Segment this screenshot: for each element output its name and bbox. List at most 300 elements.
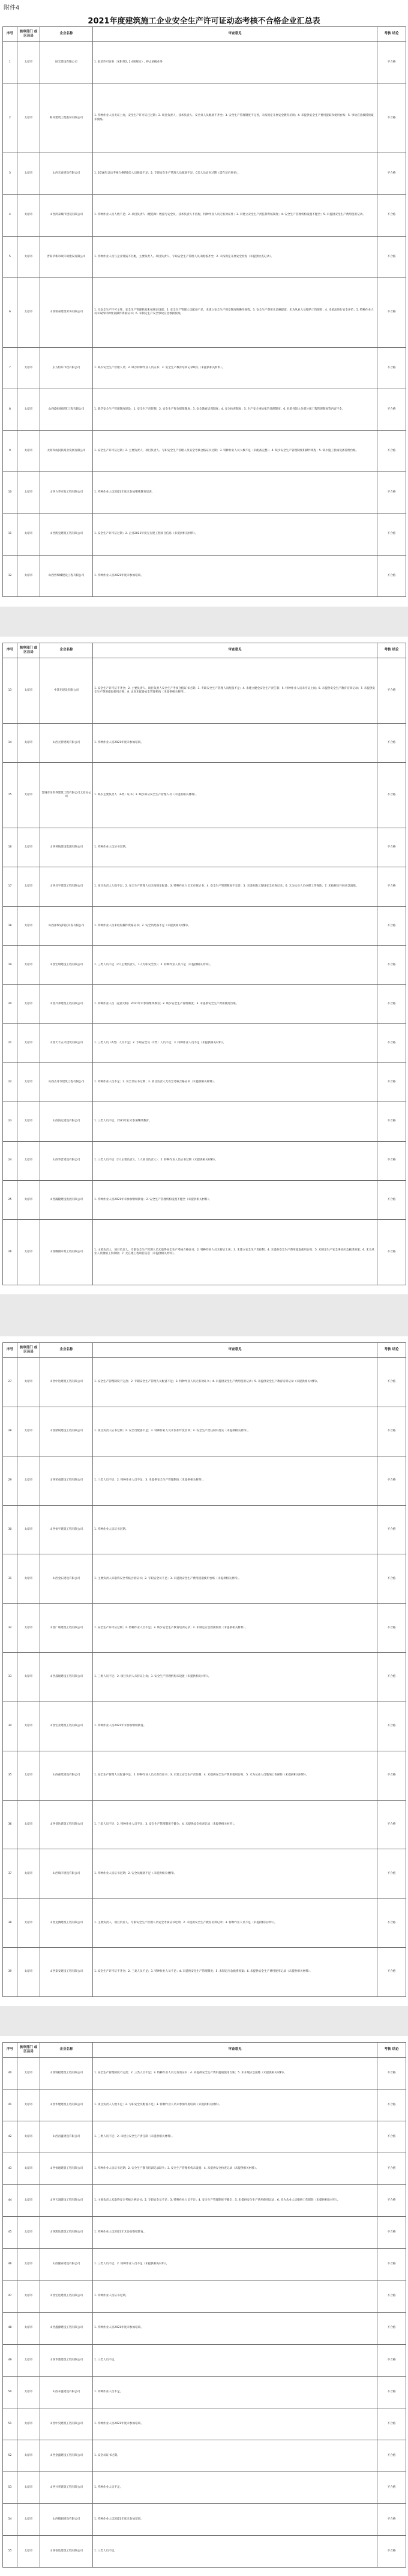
row-number-cell: 26 (3, 1219, 17, 1285)
summary-table (2, 643, 406, 1285)
header-opinion: 审查意见 (93, 643, 377, 658)
department-cell: 太原市 (17, 1948, 40, 1997)
row-number-cell: 9 (3, 431, 17, 472)
row-number-cell: 40 (3, 2058, 17, 2090)
department-cell: 太原市 (17, 1554, 40, 1604)
row-number-cell: 13 (3, 658, 17, 724)
result-cell: 不合格 (377, 1849, 406, 1899)
result-cell: 不合格 (377, 236, 406, 277)
table-row (3, 2249, 406, 2281)
result-cell: 不合格 (377, 2153, 406, 2185)
row-number-cell: 2 (3, 83, 17, 153)
company-name-cell: 山西华鼎建筑工程有限公司 (40, 2344, 93, 2376)
table-row (3, 2153, 406, 2185)
table-row (3, 1024, 406, 1063)
company-name-cell: 山西恒通建筑工程有限公司 (40, 2153, 93, 2185)
result-cell: 不合格 (377, 2121, 406, 2153)
result-cell: 不合格 (377, 724, 406, 763)
row-number-cell: 54 (3, 2503, 17, 2535)
table-row (3, 555, 406, 596)
company-name-cell: 山西海运建设有限公司 (40, 1102, 93, 1141)
review-opinion-cell: 1. 安全生产管理人员配备不足；2. 特种作业人员无有效证书；3. 未建立安全生产责任制；4. 未提供安全生产费用使用台账；5. 未为从业人员缴纳工伤保险（未提供相关材料）。 (93, 1751, 377, 1800)
department-cell: 太原市 (17, 1456, 40, 1505)
row-number-cell: 52 (3, 2440, 17, 2471)
table-row (3, 1358, 406, 1407)
review-opinion-cell: 1. 特种作业人员证书过期；2. 安全员配备不足（未提供相关材料）。 (93, 1849, 377, 1899)
review-opinion-cell: 1. 缺乏安全生产管理制度建设：1. 安全生产责任制；2. 安全生产资金保障制度；3. 安全教育培训制度；4. 安全检查制度；5. 生产安全事故报告处理制度；6. 危险性较大分部分项工程管理制度等内容不全。 (93, 389, 377, 430)
department-cell: 太原市 (17, 1141, 40, 1180)
table-row (3, 867, 406, 906)
result-cell: 不合格 (377, 1554, 406, 1604)
company-name-cell: 山西盛恒德建筑工程有限公司 (40, 389, 93, 430)
table-row (3, 1505, 406, 1554)
result-cell: 不合格 (377, 472, 406, 514)
review-opinion-cell: 1. 主要负责人未取得安全考核合格证书；2. 专职安全员不足；3. 未提供安全生产费用提取使用台账（未提供相关材料）。 (93, 1554, 377, 1604)
department-cell: 太原市 (17, 1800, 40, 1849)
company-name-cell: 山西瀚隆建设发展有限公司 (40, 1180, 93, 1219)
review-opinion-cell: 1. 特种作业人员不足；2. 安全员证书过期；3. 项目负责人无安全考核合格证书（未提供相关材料）。 (93, 1063, 377, 1102)
table-row (3, 1653, 406, 1702)
company-name-cell: 山西鼎锐建设工程有限公司 (40, 1407, 93, 1456)
department-cell: 太原市 (17, 195, 40, 236)
row-number-cell: 18 (3, 906, 17, 945)
result-cell: 不合格 (377, 195, 406, 236)
table-row (3, 828, 406, 867)
row-number-cell: 17 (3, 867, 17, 906)
review-opinion-cell: 1. 特种作业人员2021年未参加继续教育；2. 安全生产管理机构设置不健全（未提供相关材料）。 (93, 1180, 377, 1219)
review-opinion-cell: 1. 2016年以后考核合格的B类人员数量不足；2. 专职安全生产管理人员配备不足，C类人员证书过期（需在证后补充）。 (93, 153, 377, 195)
table-row (3, 2090, 406, 2121)
review-opinion-cell: 1. 特种作业人员无证上岗，安全生产许可证已过期；2. 项目负责人、技术负责人、安全员人员配备不齐全；3. 安全生产管理制度不完善，未按规定开展安全教育培训；4. 未提供安全生产费用提取和使用台账；5. 事故应急救援预案未演练。 (93, 83, 377, 153)
company-name-cell: 中其先建设有限公司 (40, 658, 93, 724)
table-row (3, 2281, 406, 2312)
result-cell: 不合格 (377, 828, 406, 867)
table-row (3, 1102, 406, 1141)
review-opinion-cell: 1. 特种作业人员证书过期。 (93, 828, 377, 867)
department-cell: 太原市 (17, 984, 40, 1023)
department-cell: 太原市 (17, 2185, 40, 2217)
header-company: 企业名称 (40, 1343, 93, 1358)
row-number-cell: 45 (3, 2217, 17, 2249)
table-row (3, 2121, 406, 2153)
company-name-cell: 东方恒升市政有限公司 (40, 347, 93, 389)
department-cell: 太原市 (17, 2312, 40, 2344)
review-opinion-cell: 1. 三类人员不足，2021年后未参加继续教育。 (93, 1102, 377, 1141)
review-opinion-cell: 1. 安全生产许可证不齐全；2. 三类人员不足；3. 特种作业人员不足；4. 未提供安全生产管理制度；5. 未制定应急救援预案；6. 未提供安全生产费用使用记录（未提供相关材料）。 (93, 1948, 377, 1997)
review-opinion-cell: 1. 特种作业人员未取得操作资格证书；2. 安全员配备不足（未提供相关材料）。 (93, 906, 377, 945)
review-opinion-cell: 1. 安全生产管理制度不完善；2. 专职安全生产管理人员配备不足；3. 特种作业人员无有效证书；4. 未提供安全生产费用使用记录；5. 未提供安全生产教育培训记录（未提供相关材料）。 (93, 1358, 377, 1407)
result-cell: 不合格 (377, 1456, 406, 1505)
review-opinion-cell: 1. 项目负责人证书过期；2. 安全员配备不足；3. 特种作业人员未参加年度培训；4. 安全生产责任制未落实（未提供相关材料）。 (93, 1407, 377, 1456)
result-cell: 不合格 (377, 1604, 406, 1653)
result-cell: 不合格 (377, 2408, 406, 2440)
department-cell: 太原市 (17, 2058, 40, 2090)
table-row (3, 945, 406, 984)
department-cell: 太原市 (17, 472, 40, 514)
company-name-cell: 和祥建筑工程股份有限公司 (40, 83, 93, 153)
result-cell: 不合格 (377, 1180, 406, 1219)
company-name-cell: 山西凯宜建筑工程有限公司 (40, 514, 93, 555)
company-name-cell: 晋阳华新市政环境建设有限公司 (40, 236, 93, 277)
review-opinion-cell: 1. 特种作业人员证书过期。 (93, 2281, 377, 2312)
company-name-cell: 山西中昊建筑工程有限公司 (40, 2408, 93, 2440)
result-cell: 不合格 (377, 2217, 406, 2249)
result-cell: 不合格 (377, 1948, 406, 1997)
row-number-cell: 5 (3, 236, 17, 277)
result-cell: 不合格 (377, 347, 406, 389)
table-row (3, 472, 406, 514)
department-cell: 太原市 (17, 945, 40, 984)
company-name-cell: 晋城市泽世界建筑工程有限公司太原分公司 (40, 763, 93, 828)
table-row (3, 1800, 406, 1849)
review-opinion-cell: 1. 特种作业人员2021年度未参加培训。 (93, 555, 377, 596)
document-title: 2021年度建筑施工企业安全生产许可证动态考核不合格企业汇总表 (88, 17, 320, 26)
result-cell: 不合格 (377, 1899, 406, 1948)
table-row (3, 2312, 406, 2344)
company-name-cell: 山西泽瑞安科技开发有限公司 (40, 906, 93, 945)
result-cell: 不合格 (377, 1751, 406, 1800)
table-row (3, 1702, 406, 1751)
result-cell: 不合格 (377, 2281, 406, 2312)
row-number-cell: 41 (3, 2090, 17, 2121)
result-cell: 不合格 (377, 2312, 406, 2344)
department-cell: 太原市 (17, 1604, 40, 1653)
header-company: 企业名称 (40, 27, 93, 42)
company-name-cell: 山西宏业建筑工程有限公司 (40, 1702, 93, 1751)
company-name-cell: 山西元特建筑有限公司 (40, 724, 93, 763)
table-row (3, 514, 406, 555)
review-opinion-cell: 1. 安全生产许可证过期；2. 主要负责人、项目负责人、专职安全生产管理人员安全考核合格证书过期；3. 特种作业人员人数不足（未配备完整）；4. 缺少安全生产管理制度和操作规程；5. 缺少施工机械设备管理台账。 (93, 431, 377, 472)
row-number-cell: 30 (3, 1505, 17, 1554)
department-cell: 太原市 (17, 1102, 40, 1141)
review-opinion-cell: 1. 特种作业人员（起重司机）2021年未参加继续教育；2. 缺少安全生产管理制度；3. 未提供安全生产费用使用台账。 (93, 984, 377, 1023)
row-number-cell: 21 (3, 1024, 17, 1063)
department-cell: 太原市 (17, 1358, 40, 1407)
table-header-row (3, 27, 406, 42)
review-opinion-cell: 1. 安全员证书过期。 (93, 2440, 377, 2471)
header-company: 企业名称 (40, 643, 93, 658)
table-row (3, 2344, 406, 2376)
table-row (3, 1554, 406, 1604)
review-opinion-cell: 1. 特种作业人员证书过期；2. 安全生产教育培训记录缺失；3. 安全生产管理机构未设置；4. 未提供安全检查记录（未提供相关材料）。 (93, 2153, 377, 2185)
department-cell: 太原市 (17, 2090, 40, 2121)
result-cell: 不合格 (377, 514, 406, 555)
review-opinion-cell: 1. 特种作业人员2021年度未参加培训。 (93, 2312, 377, 2344)
review-opinion-cell: 1. 安全生产许可证不齐全；2. 主要负责人、项目负责人安全生产考核合格证书过期；3. 专职安全生产管理人员配备不足；4. 未建立健全安全生产责任制；5. 特种作业人员未持证上岗；6. 未提供安全生产教育培训记录；7. 未提供安全生产费用提取使用台账；8. 企业未配备安全管理机构（未提供相关材料）。 (93, 658, 377, 724)
department-cell: 太原市 (17, 514, 40, 555)
row-number-cell: 12 (3, 555, 17, 596)
review-opinion-cell: 1. 三类人员不足；2. 特种作业人员不足；3. 未提供安全生产管理制度（未提供相关材料）。 (93, 1456, 377, 1505)
company-name-cell: 山西兴华建筑工程有限公司 (40, 2471, 93, 2503)
header-no: 序号 (3, 643, 17, 658)
result-cell: 不合格 (377, 1505, 406, 1554)
review-opinion-cell: 1. 特种作业人员2021年度未参加培训。 (93, 724, 377, 763)
review-opinion-cell: 1. 安全生产管理制度不完善；2. 三类人员不足；3. 特种作业人员无有效证书；4. 未提供安全生产费用提取使用台账；5. 未开展应急演练（未提供相关材料）。 (93, 2058, 377, 2090)
review-opinion-cell: 1. 取消许可证书（见附件2, 2.4项规定）, 停止承揽业务 (93, 42, 377, 83)
row-number-cell: 4 (3, 195, 17, 236)
result-cell: 不合格 (377, 2058, 406, 2090)
result-cell: 不合格 (377, 153, 406, 195)
table-row (3, 83, 406, 153)
result-cell: 不合格 (377, 2249, 406, 2281)
review-opinion-cell: 1. 三类人员（A类）人员不足；2. 专职安全员（C类）人员不足；3. 特种作业人员不足（未提供相关材料）。 (93, 1024, 377, 1063)
result-cell: 不合格 (377, 389, 406, 430)
row-number-cell: 28 (3, 1407, 17, 1456)
header-dept: 核审部门 或区县局 (17, 2043, 40, 2058)
company-name-cell: 国宏建设有限公司 (40, 42, 93, 83)
header-opinion: 审查意见 (93, 27, 377, 42)
header-result: 考核 结论 (377, 643, 406, 658)
department-cell: 太原市 (17, 1702, 40, 1751)
row-number-cell: 6 (3, 277, 17, 347)
review-opinion-cell: 1. 主要负责人、项目负责人、专职安全生产管理人员未取得安全生产考核合格证书；2. 特种作业人员未持证上岗；3. 未建立安全生产责任制；4. 未提供安全生产费用提取使用台账；5. 未制定生产安全事故应急救援预案；6. 未为从业人员缴纳工伤保险；7. 无在建工程项目信息（未提供相关材料）。 (93, 1219, 377, 1285)
row-number-cell: 38 (3, 1899, 17, 1948)
header-dept: 核审部门 或区县局 (17, 1343, 40, 1358)
row-number-cell: 42 (3, 2121, 17, 2153)
review-opinion-cell: 1. 特种作业人员2021年度未参加培训。 (93, 2503, 377, 2535)
department-cell: 太原市 (17, 867, 40, 906)
company-name-cell: 山西宏瑞建设工程有限公司 (40, 945, 93, 984)
company-name-cell: 山西英航建设集团有限公司 (40, 828, 93, 867)
result-cell: 不合格 (377, 1358, 406, 1407)
result-cell: 不合格 (377, 906, 406, 945)
department-cell: 太原市 (17, 763, 40, 828)
table-row (3, 277, 406, 347)
company-name-cell: 山西广联建筑工程有限公司 (40, 1604, 93, 1653)
row-number-cell: 49 (3, 2344, 17, 2376)
review-opinion-cell: 1. 无安全生产许可文件，安全生产管理机构未按规定设置；2. 安全生产管理人员配备不足，未建立安全生产规章制度和操作规程；3. 安全生产费用未足额提取，未为从业人员缴纳工伤保险；4. 未依法进行安全评价；5. 特种作业人员未取得特种作业操作资格证书；6. 未制定生产安全事故应急救援预案。 (93, 277, 377, 347)
review-opinion-cell: 1. 三类人员不足；2. 未建立安全生产责任制（未提供相关材料）。 (93, 2121, 377, 2153)
result-cell: 不合格 (377, 945, 406, 984)
table-row (3, 724, 406, 763)
row-number-cell: 47 (3, 2281, 17, 2312)
row-number-cell: 25 (3, 1180, 17, 1219)
table-row (3, 236, 406, 277)
review-opinion-cell: 1. 特种作业人员证书过期。 (93, 1505, 377, 1554)
page-gap (0, 2006, 408, 2036)
page-gap (0, 1294, 408, 1336)
department-cell: 太原市 (17, 1407, 40, 1456)
department-cell: 太原市 (17, 42, 40, 83)
company-name-cell: 山西古月等建筑工程有限公司 (40, 1063, 93, 1102)
table-row (3, 1407, 406, 1456)
department-cell: 太原市 (17, 153, 40, 195)
result-cell: 不合格 (377, 555, 406, 596)
row-number-cell: 44 (3, 2185, 17, 2217)
header-opinion: 审查意见 (93, 1343, 377, 1358)
table-row (3, 2217, 406, 2249)
company-name-cell: 山西锦程建筑工程有限公司 (40, 2058, 93, 2090)
company-name-cell: 山西森茂建设有限公司 (40, 1751, 93, 1800)
review-opinion-cell: 1. 缺少安全生产管理人员；2. 缺少特种作业人员证书；3. 安全生产教育培训记录缺失（未提供相关材料）。 (93, 347, 377, 389)
company-name-cell: 山西力华市政工程有限公司 (40, 472, 93, 514)
company-name-cell: 山西中达建筑工程有限公司 (40, 1358, 93, 1407)
row-number-cell: 27 (3, 1358, 17, 1407)
result-cell: 不合格 (377, 1102, 406, 1141)
company-name-cell: 山西天润建设工程有限公司 (40, 2185, 93, 2217)
row-number-cell: 10 (3, 472, 17, 514)
company-name-cell: 太原和成民联商业发展有限公司 (40, 431, 93, 472)
review-opinion-cell: 1. 三类人员不足。 (93, 2344, 377, 2376)
company-name-cell: 山西恒宇建筑工程有限公司 (40, 1505, 93, 1554)
review-opinion-cell: 1. 三类人员不足；2. 特种作业人员不足（未提供相关材料）。 (93, 2249, 377, 2281)
result-cell: 不合格 (377, 1063, 406, 1102)
review-opinion-cell: 1. 项目负责人人数不足；2. 安全生产管理人员未按规定配备；3. 特种作业人员无有效证书；4. 安全生产管理制度不完善；5. 未提供施工现场安全检查记录；6. 未为从业人员办理工伤保险；7. 未按规定开展应急演练。 (93, 867, 377, 906)
row-number-cell: 46 (3, 2249, 17, 2281)
department-cell: 太原市 (17, 389, 40, 430)
company-name-cell: 山西德润建设有限公司 (40, 2503, 93, 2535)
result-cell: 不合格 (377, 1024, 406, 1063)
row-number-cell: 22 (3, 1063, 17, 1102)
result-cell: 不合格 (377, 867, 406, 906)
department-cell: 太原市 (17, 555, 40, 596)
department-cell: 太原市 (17, 431, 40, 472)
department-cell: 太原市 (17, 1219, 40, 1285)
department-cell: 太原市 (17, 236, 40, 277)
department-cell: 太原市 (17, 1899, 40, 1948)
table-header-row (3, 2043, 406, 2058)
table-row (3, 1948, 406, 1997)
header-no: 序号 (3, 1343, 17, 1358)
result-cell: 不合格 (377, 2471, 406, 2503)
header-no: 序号 (3, 27, 17, 42)
result-cell: 不合格 (377, 431, 406, 472)
company-name-cell: 山西华晋建设有限公司 (40, 1141, 93, 1180)
row-number-cell: 51 (3, 2408, 17, 2440)
result-cell: 不合格 (377, 2376, 406, 2408)
result-cell: 不合格 (377, 83, 406, 153)
company-name-cell: 山西隆泰建设有限公司 (40, 2249, 93, 2281)
department-cell: 太原市 (17, 2503, 40, 2535)
company-name-cell: 山西永盛建设有限公司 (40, 2376, 93, 2408)
row-number-cell: 24 (3, 1141, 17, 1180)
table-row (3, 389, 406, 430)
department-cell: 太原市 (17, 1751, 40, 1800)
table-row (3, 1456, 406, 1505)
company-name-cell: 山西昇宇建筑工程有限公司 (40, 867, 93, 906)
department-cell: 太原市 (17, 1653, 40, 1702)
review-opinion-cell: 1. 特种作业人员不足。 (93, 2376, 377, 2408)
header-dept: 核审部门 或区县局 (17, 27, 40, 42)
document-page-1 (0, 0, 408, 607)
company-name-cell: 山西鑫源建设工程有限公司 (40, 2312, 93, 2344)
table-row (3, 1180, 406, 1219)
table-row (3, 2535, 406, 2567)
review-opinion-cell: 1. 项目负责人人数不足；2. 专职安全员配备不足；3. 特种作业人员未参加年度培训（未提供相关材料）。 (93, 2090, 377, 2121)
department-cell: 太原市 (17, 2217, 40, 2249)
row-number-cell: 8 (3, 389, 17, 430)
table-row (3, 431, 406, 472)
result-cell: 不合格 (377, 2185, 406, 2217)
company-name-cell: 山西瑞泰建筑劳务有限公司 (40, 277, 93, 347)
row-number-cell: 23 (3, 1102, 17, 1141)
result-cell: 不合格 (377, 2440, 406, 2471)
department-cell: 太原市 (17, 2376, 40, 2408)
row-number-cell: 33 (3, 1653, 17, 1702)
department-cell: 太原市 (17, 1505, 40, 1554)
document-page-3 (0, 1336, 408, 2006)
result-cell: 不合格 (377, 2535, 406, 2567)
department-cell: 太原市 (17, 2121, 40, 2153)
department-cell: 太原市 (17, 1063, 40, 1102)
row-number-cell: 14 (3, 724, 17, 763)
summary-table (2, 2042, 406, 2568)
department-cell: 太原市 (17, 83, 40, 153)
company-name-cell: 山西誉达建筑工程有限公司 (40, 1800, 93, 1849)
result-cell: 不合格 (377, 1653, 406, 1702)
company-name-cell: 山西鸿泰城市建设有限公司 (40, 195, 93, 236)
review-opinion-cell: 1. 特种作业人员2021年未参加继续教育。 (93, 2217, 377, 2249)
company-name-cell: 山西恒达建筑工程有限公司 (40, 2535, 93, 2567)
review-opinion-cell: 1. 安全生产许可证过期；2. 特种作业人员不足；3. 缺少安全生产教育培训记录；4. 未制定应急救援预案（未提供相关材料）。 (93, 1604, 377, 1653)
department-cell: 太原市 (17, 906, 40, 945)
review-opinion-cell: 1. 主要负责人、项目负责人、专职安全生产管理人员安全考核证书过期；2. 未提供安全生产教育培训记录；3. 特种作业人员不足（未提供相关材料）。 (93, 1899, 377, 1948)
summary-table (2, 26, 406, 597)
review-opinion-cell: 1. 特种作业人员与企业资质不匹配，主要负责人、项目负责人、专职安全生产管理人员未配备齐全；2. 未按规定开展安全检查（未提供检查记录）。 (93, 236, 377, 277)
header-result: 考核 结论 (377, 27, 406, 42)
table-row (3, 1849, 406, 1899)
table-header-row (3, 1343, 406, 1358)
table-row (3, 984, 406, 1023)
row-number-cell: 32 (3, 1604, 17, 1653)
company-name-cell: 山西晋瑞城建设工程有限公司 (40, 555, 93, 596)
department-cell: 太原市 (17, 347, 40, 389)
table-row (3, 2440, 406, 2471)
company-name-cell: 山西凯达建筑工程有限公司 (40, 2217, 93, 2249)
table-row (3, 1899, 406, 1948)
result-cell: 不合格 (377, 1219, 406, 1285)
table-row (3, 195, 406, 236)
review-opinion-cell: 1. 特种作业人员2021年度未参加继续教育培训。 (93, 472, 377, 514)
company-name-cell: 山西宏达建筑工程有限公司 (40, 2281, 93, 2312)
department-cell: 太原市 (17, 2344, 40, 2376)
table-row (3, 1604, 406, 1653)
company-name-cell: 山西兴邦建筑工程有限公司 (40, 984, 93, 1023)
department-cell: 太原市 (17, 658, 40, 724)
company-name-cell: 山西晟通建设工程有限公司 (40, 1653, 93, 1702)
department-cell: 太原市 (17, 2281, 40, 2312)
department-cell: 太原市 (17, 2153, 40, 2185)
company-name-cell: 山西昌盛建设有限公司 (40, 2121, 93, 2153)
row-number-cell: 29 (3, 1456, 17, 1505)
table-row (3, 1219, 406, 1285)
row-number-cell: 11 (3, 514, 17, 555)
company-name-cell: 山西泰安建设工程有限公司 (40, 1948, 93, 1997)
review-opinion-cell: 1. 缺少主要负责人（A类）证书；2. 缺少部分安全生产管理人员（未提供相关材料）。 (93, 763, 377, 828)
table-row (3, 2058, 406, 2090)
department-cell: 太原市 (17, 1180, 40, 1219)
row-number-cell: 36 (3, 1800, 17, 1849)
department-cell: 太原市 (17, 2471, 40, 2503)
row-number-cell: 19 (3, 945, 17, 984)
header-opinion: 审查意见 (93, 2043, 377, 2058)
department-cell: 太原市 (17, 828, 40, 867)
review-opinion-cell: 1. 特种作业人员2021年未参加继续教育。 (93, 1702, 377, 1751)
row-number-cell: 16 (3, 828, 17, 867)
table-row (3, 2471, 406, 2503)
header-result: 考核 结论 (377, 2043, 406, 2058)
review-opinion-cell: 1. 三类人员不足（2人主要负责人，1人项目负责人）；2. 特种作业人员证书过期（未提供相关材料）。 (93, 1141, 377, 1180)
result-cell: 不合格 (377, 1800, 406, 1849)
table-row (3, 2376, 406, 2408)
table-row (3, 906, 406, 945)
result-cell: 不合格 (377, 2090, 406, 2121)
row-number-cell: 15 (3, 763, 17, 828)
review-opinion-cell: 1. 三类人员不足；2. 特种作业人员不足；3. 安全生产管理制度不健全；4. 未提供安全检查记录（未提供相关材料）。 (93, 1800, 377, 1849)
row-number-cell: 39 (3, 1948, 17, 1997)
company-name-cell: 山西金盛建设工程有限公司 (40, 2440, 93, 2471)
department-cell: 太原市 (17, 2249, 40, 2281)
